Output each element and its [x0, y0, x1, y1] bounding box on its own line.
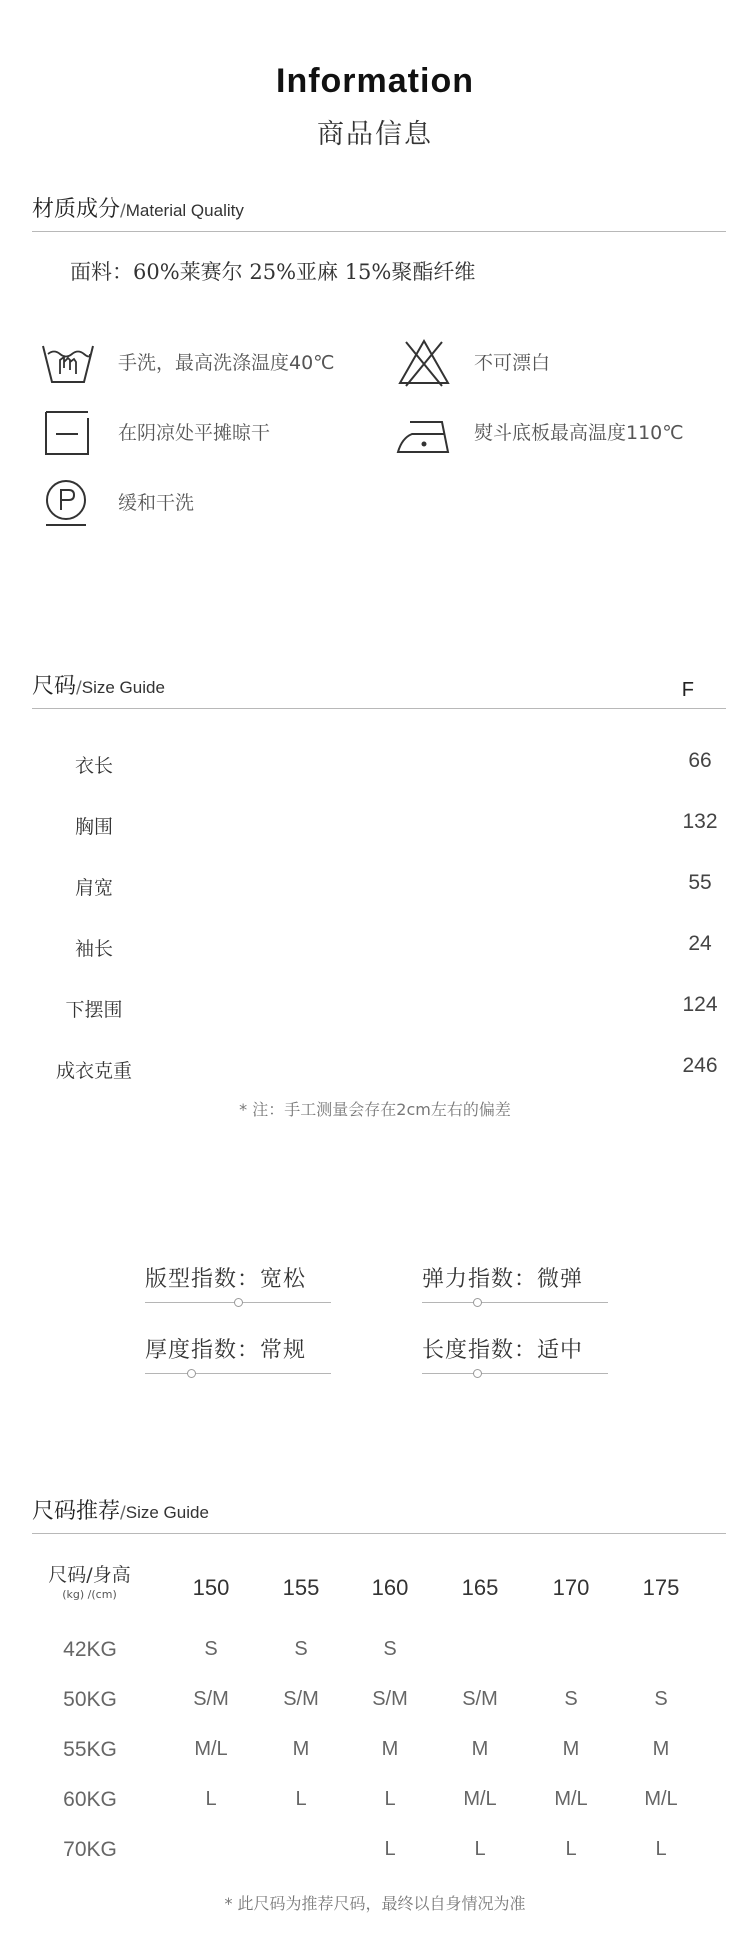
- height-header: 170: [552, 1575, 590, 1600]
- hand-wash-icon: [40, 338, 96, 388]
- section-title-en: Size Guide: [125, 1503, 209, 1522]
- index-fit: [145, 1262, 331, 1293]
- recommend-section-header: [32, 1494, 726, 1534]
- size-note: * 注：手工测量会存在2cm左右的偏差: [239, 1100, 511, 1119]
- size-cell: L: [295, 1788, 307, 1810]
- size-cell: L: [655, 1838, 667, 1860]
- measure-value: 132: [682, 810, 718, 833]
- size-cell: L: [205, 1788, 217, 1810]
- measure-value: 246: [682, 1054, 718, 1077]
- weight-label: 42KG: [63, 1638, 117, 1661]
- size-cell: S: [294, 1638, 308, 1660]
- page-title: Information: [276, 62, 474, 100]
- measure-value: 124: [682, 993, 718, 1016]
- index-length: [422, 1333, 608, 1364]
- measure-value: 24: [688, 932, 712, 955]
- size-cell: S/M: [283, 1688, 319, 1710]
- section-slash: /: [120, 1503, 126, 1523]
- size-cell: M/L: [463, 1788, 497, 1810]
- size-cell: S: [204, 1638, 218, 1660]
- size-cell: M/L: [554, 1788, 588, 1810]
- weight-label: 55KG: [63, 1738, 117, 1761]
- size-row: [32, 865, 726, 905]
- size-row: [32, 1048, 726, 1088]
- index-track: [145, 1373, 331, 1374]
- page-subtitle: 商品信息: [317, 119, 433, 150]
- size-cell: L: [565, 1838, 577, 1860]
- section-title-zh: 尺码: [32, 674, 77, 699]
- measure-name: 胸围: [74, 816, 113, 838]
- size-cell: M/L: [644, 1788, 678, 1810]
- weight-label: 60KG: [63, 1788, 117, 1811]
- height-header: 155: [282, 1575, 320, 1600]
- size-cell: S/M: [372, 1688, 408, 1710]
- dry-clean-p-icon: [40, 478, 96, 528]
- measure-value: 55: [688, 871, 712, 894]
- section-title-en: Size Guide: [81, 678, 165, 697]
- size-cell: M: [652, 1738, 670, 1760]
- index-label: 厚度指数：常规: [145, 1338, 307, 1363]
- care-label: 在阴凉处平摊晾干: [118, 422, 271, 444]
- index-track: [422, 1373, 608, 1374]
- index-label: 长度指数：适中: [422, 1338, 584, 1363]
- size-row: [32, 743, 726, 783]
- section-title-zh: 尺码推荐: [32, 1499, 121, 1524]
- size-row: [32, 926, 726, 966]
- size-cell: M: [562, 1738, 580, 1760]
- size-cell: L: [384, 1788, 396, 1810]
- size-cell: M: [381, 1738, 399, 1760]
- size-cell: S/M: [193, 1688, 229, 1710]
- care-label: 熨斗底板最高温度110℃: [474, 422, 684, 444]
- index-marker: [187, 1369, 196, 1378]
- measure-name: 衣长: [74, 755, 113, 777]
- size-section-header: [32, 669, 726, 709]
- section-title-zh: 材质成分: [32, 197, 121, 222]
- material-section-header: [32, 192, 726, 232]
- size-cell: M: [292, 1738, 310, 1760]
- size-cell: L: [384, 1838, 396, 1860]
- height-header: 150: [192, 1575, 230, 1600]
- index-marker: [473, 1298, 482, 1307]
- size-cell: M/L: [194, 1738, 228, 1760]
- size-column-label: F: [681, 679, 694, 701]
- size-cell: S: [564, 1688, 578, 1710]
- height-header: 160: [371, 1575, 409, 1600]
- iron-110-icon: [396, 408, 452, 458]
- index-track: [422, 1302, 608, 1303]
- weight-label: 50KG: [63, 1688, 117, 1711]
- height-header: 165: [461, 1575, 499, 1600]
- section-slash: /: [120, 201, 126, 221]
- index-marker: [234, 1298, 243, 1307]
- care-label: 缓和干洗: [118, 492, 195, 514]
- measure-name: 肩宽: [74, 877, 113, 899]
- care-label: 不可漂白: [474, 352, 551, 374]
- table-corner-units: (kg) /(cm): [62, 1588, 117, 1601]
- measure-name: 袖长: [74, 938, 113, 960]
- index-stretch: [422, 1262, 608, 1293]
- measure-value: 66: [688, 749, 712, 772]
- index-thickness: [145, 1333, 331, 1364]
- size-row: [32, 804, 726, 844]
- size-cell: M: [471, 1738, 489, 1760]
- size-cell: S: [654, 1688, 668, 1710]
- height-header: 175: [642, 1575, 680, 1600]
- section-slash: /: [76, 678, 82, 698]
- index-label: 版型指数：宽松: [145, 1267, 307, 1292]
- measure-name: 下摆围: [65, 999, 123, 1021]
- size-cell: L: [474, 1838, 486, 1860]
- dry-flat-shade-icon: [40, 408, 96, 458]
- size-cell: S/M: [462, 1688, 498, 1710]
- material-composition: 面料：60%莱赛尔 25%亚麻 15%聚酯纤维: [70, 260, 476, 284]
- care-label: 手洗，最高洗涤温度40℃: [118, 352, 335, 374]
- index-label: 弹力指数：微弹: [422, 1267, 584, 1292]
- no-bleach-icon: [396, 338, 452, 388]
- table-corner-header: 尺码/身高: [48, 1564, 131, 1586]
- weight-label: 70KG: [63, 1838, 117, 1861]
- index-marker: [473, 1369, 482, 1378]
- size-cell: S: [383, 1638, 397, 1660]
- recommend-note: * 此尺码为推荐尺码，最终以自身情况为准: [224, 1894, 526, 1913]
- section-title-en: Material Quality: [125, 201, 244, 220]
- size-row: [32, 987, 726, 1027]
- measure-name: 成衣克重: [55, 1060, 132, 1082]
